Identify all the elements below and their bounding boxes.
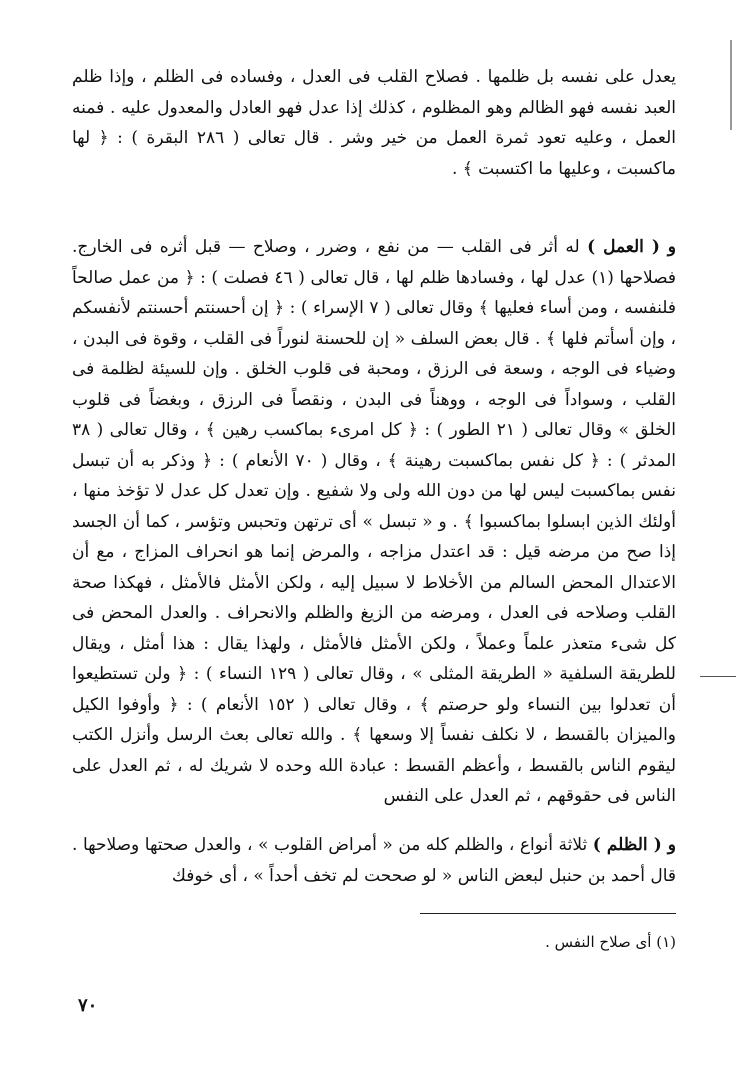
footnote-divider xyxy=(420,913,676,914)
paragraph-2 xyxy=(72,232,676,812)
paragraph-3-keyword: و ( الظلم ) xyxy=(592,835,676,855)
paragraph-2-content xyxy=(72,232,676,812)
page-number: ٧٠ xyxy=(78,995,98,1016)
paragraph-2-keyword: و ( العمل ) xyxy=(587,237,677,257)
paragraph-2-text: له أثر فى القلب — من نفع ، وضرر ، وصلاح — قبل أثره فى الخارج. فصلاحها (١) عدل لها ، وفسادها ظلم لها ، قال تعالى ( ٤٦ فصلت ) : ﴿ من عمل صالحاً فلنفسه ، ومن أساء فعليها ﴾ وقال تعالى ( ٧ الإسراء ) : ﴿ إن أحسنتم أحسنتم لأنفسكم ، وإن أسأتم فلها ﴾ . قال بعض السلف « إن للحسنة لنوراً فى القلب ، وقوة فى البدن ، وضياء فى الوجه ، وسعة فى الرزق ، ومحبة فى قلوب الخلق . وإن للسيئة لظلمة فى القلب ، وسواداً فى الوجه ، ووهناً فى البدن ، ونقصاً فى الرزق ، وبغضاً فى قلوب الخلق » وقال تعالى ( ٢١ الطور ) : ﴿ كل امرىء بماكسب رهين ﴾ ، وقال تعالى ( ٣٨ المدثر ) : ﴿ كل نفس بماكسبت رهينة ﴾ ، وقال ( ٧٠ الأنعام ) : ﴿ وذكر به أن تبسل نفس بماكسبت ليس لها من دون الله ولى ولا شفيع . وإن تعدل كل عدل لا تؤخذ منها ، أولئك الذين ابسلوا بماكسبوا ﴾ . و « تبسل » أى ترتهن وتحبس وتؤسر ، كما أن الجسد إذا صح من مرضه قيل : قد اعتدل مزاجه ، والمرض إنما هو انحراف المزاج ، مع أن الاعتدال المحض السالم من الأخلاط لا سبيل إليه ، ولكن الأمثل فالأمثل ، فهكذا صحة القلب وصلاحه فى العدل ، ومرضه من الزيغ والظلم والانحراف . والعدل المحض فى كل شىء متعذر علماً وعملاً ، ولكن الأمثل فالأمثل ، ولهذا يقال : هذا أمثل ، ويقال للطريقة السلفية « الطريقة المثلى » ، وقال تعالى ( ١٢٩ النساء ) : ﴿ ولن تستطيعوا أن تعدلوا بين النساء ولو حرصتم ﴾ ، وقال تعالى ( ١٥٢ الأنعام ) : ﴿ وأوفوا الكيل والميزان بالقسط ، لا نكلف نفساً إلا وسعها ﴾ . والله تعالى بعث الرسل وأنزل الكتب ليقوم الناس بالقسط ، وأعظم القسط : عبادة الله وحده لا شريك له ، ثم العدل على الناس فى حقوقهم ، ثم العدل على النفس xyxy=(72,237,676,806)
paragraph-1-text: يعدل على نفسه بل ظلمها . فصلاح القلب فى العدل ، وفساده فى الظلم ، وإذا ظلم العبد نفسه فهو الظالم وهو المظلوم ، كذلك إذا عدل فهو العادل والمعدول عليه . فمنه العمل ، وعليه تعود ثمرة العمل من خير وشر . قال تعالى ( ٢٨٦ البقرة ) : ﴿ لها ماكسبت ، وعليها ما اكتسبت ﴾ . xyxy=(72,67,676,179)
paragraph-3 xyxy=(72,830,676,891)
footnote: (١) أى صلاح النفس . xyxy=(545,933,676,951)
paragraph-3-content xyxy=(72,830,676,891)
scan-edge-mark xyxy=(730,40,732,130)
paragraph-1 xyxy=(72,62,676,184)
margin-mark xyxy=(700,676,736,677)
paragraph-3-text: ثلاثة أنواع ، والظلم كله من « أمراض القلوب » ، والعدل صحتها وصلاحها . قال أحمد بن حنبل لبعض الناس « لو صححت لم تخف أحداً » ، أى خوفك xyxy=(72,835,676,886)
